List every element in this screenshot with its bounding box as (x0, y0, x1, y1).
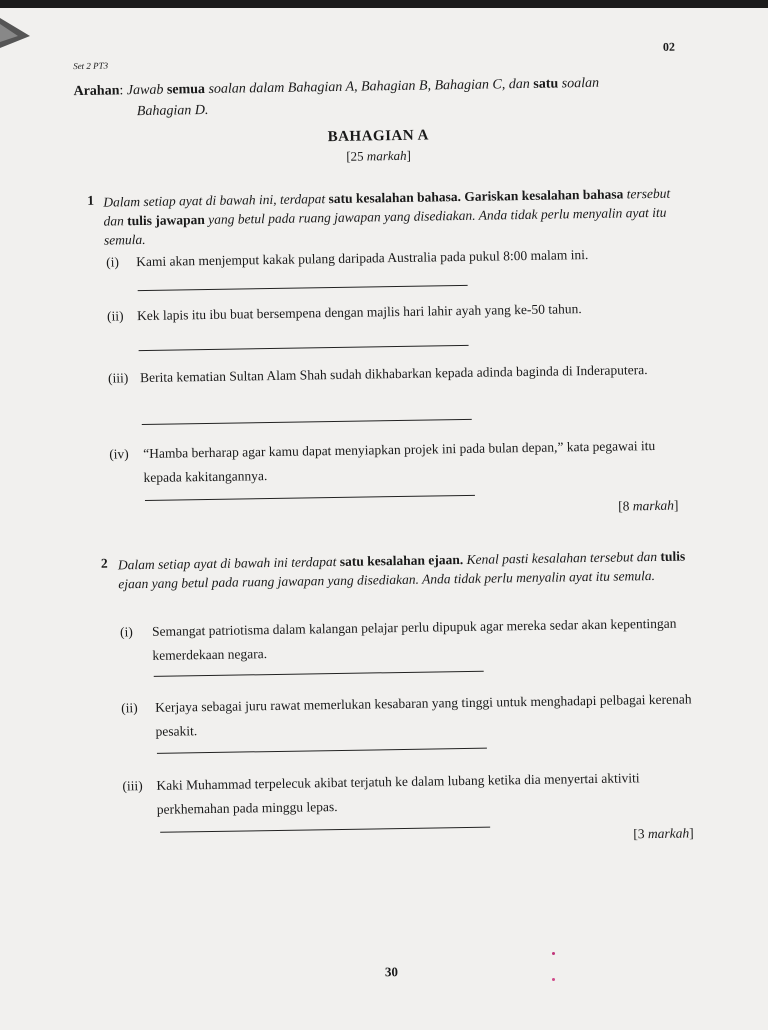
q2-item-2-roman: (ii) (121, 700, 138, 716)
q1-item-3-text: Berita kematian Sultan Alam Shah sudah dikhabarkan kepada adinda baginda di Inderaputera. (139, 362, 648, 386)
instructions-label: Arahan (73, 83, 120, 100)
instructions-text-6: Bahagian D. (136, 102, 209, 120)
question-1-number: 1 (87, 192, 95, 208)
q2-text-2: satu kesalahan ejaan. (339, 552, 464, 569)
q1-text-4: Gariskan kesalahan bahasa (464, 186, 624, 204)
q1-item-4-roman: (iv) (109, 446, 129, 462)
q2-item-3-answer-line[interactable] (160, 827, 490, 833)
instructions-text-1: Jawab (126, 82, 164, 99)
set-label: Set 2 PT3 (73, 60, 109, 72)
instructions-text-2: semua (166, 82, 206, 98)
q2-item-2-answer-line[interactable] (157, 748, 487, 754)
q2-marks-open: [3 (633, 826, 649, 842)
instructions (73, 71, 684, 123)
section-marks-close: ] (406, 147, 412, 163)
q2-text-5: ejaan yang betul pada ruang jawapan yang disediakan. Anda tidak perlu menyalin ayat itu semula. (118, 568, 656, 592)
q2-item-3-text: Kaki Muhammad terpelecuk akibat terjatuh ke dalam lubang ketika dia menyertai aktiviti perkhemahan pada minggu lepas. (156, 770, 640, 817)
q1-marks-open: [8 (618, 498, 633, 514)
page-code: 02 (662, 39, 676, 54)
q2-item-1-answer-line[interactable] (154, 671, 484, 677)
q1-text-3: . (457, 189, 462, 205)
q1-text-5: tersebut dan (103, 185, 671, 229)
q1-text-1: Dalam setiap ayat di bawah ini, terdapat (103, 191, 326, 210)
q1-text-2: satu kesalahan bahasa (328, 189, 458, 207)
q2-item-1-roman: (i) (119, 624, 133, 640)
q1-item-3-roman: (iii) (107, 370, 129, 386)
instructions-text-3: soalan dalam Bahagian A, Bahagian B, Bahagian C, dan (208, 76, 530, 97)
section-marks-open: [25 (346, 148, 367, 164)
scan-speck (552, 952, 555, 955)
q1-item-2-text: Kek lapis itu ibu buat bersempena dengan majlis hari lahir ayah yang ke-50 tahun. (136, 301, 582, 324)
q1-item-3-answer-line[interactable] (142, 419, 472, 425)
q2-text-1: Dalam setiap ayat di bawah ini terdapat (117, 554, 337, 573)
q2-item-3-roman: (iii) (122, 778, 143, 794)
q2-marks-word: markah (647, 825, 690, 842)
q2-text-3: Kenal pasti kesalahan tersebut dan (466, 548, 658, 567)
instructions-colon: : (119, 83, 124, 99)
question-1-instruction (103, 183, 688, 249)
q1-item-2-roman: (ii) (106, 308, 124, 324)
q1-item-1-answer-line[interactable] (138, 285, 468, 291)
q1-marks-close: ] (673, 497, 679, 513)
q2-item-2-text: Kerjaya sebagai juru rawat memerlukan kesabaran yang tinggi untuk menghadapi pelbagai kerenah pesakit. (155, 691, 692, 739)
q1-marks-word: markah (632, 497, 675, 514)
q1-item-2-answer-line[interactable] (139, 345, 469, 351)
q2-item-1-text: Semangat patriotisma dalam kalangan pelajar perlu dipupuk agar mereka sedar akan kepentingan kemerdekaan negara. (151, 615, 677, 663)
q1-item-4-answer-line[interactable] (145, 495, 475, 501)
question-2-marks (633, 825, 694, 842)
question-2-instruction (118, 546, 699, 593)
question-1-marks (618, 498, 679, 515)
instructions-text-4: satu (533, 76, 559, 92)
section-marks-word: markah (366, 147, 407, 164)
q1-item-1-roman: (i) (106, 254, 120, 270)
question-2-number: 2 (100, 555, 108, 571)
q1-text-6: tulis jawapan (127, 212, 205, 229)
q1-text-7: yang betul pada ruang jawapan yang disediakan. Anda tidak perlu menyalin ayat itu semula. (103, 204, 667, 248)
q2-text-4: tulis (660, 548, 686, 564)
q2-marks-close: ] (689, 825, 694, 841)
q1-item-1-text: Kami akan menjemput kakak pulang daripada Australia pada pukul 8:00 malam ini. (136, 247, 589, 270)
section-title: BAHAGIAN A (327, 127, 430, 146)
scan-speck (552, 978, 555, 981)
page-number: 30 (384, 964, 399, 980)
q1-item-4-text: “Hamba berharap agar kamu dapat menyiapkan projek ini pada bulan depan,” kata pegawai itu kepada kakitangannya. (143, 437, 656, 486)
instructions-text-5: soalan (561, 75, 600, 92)
